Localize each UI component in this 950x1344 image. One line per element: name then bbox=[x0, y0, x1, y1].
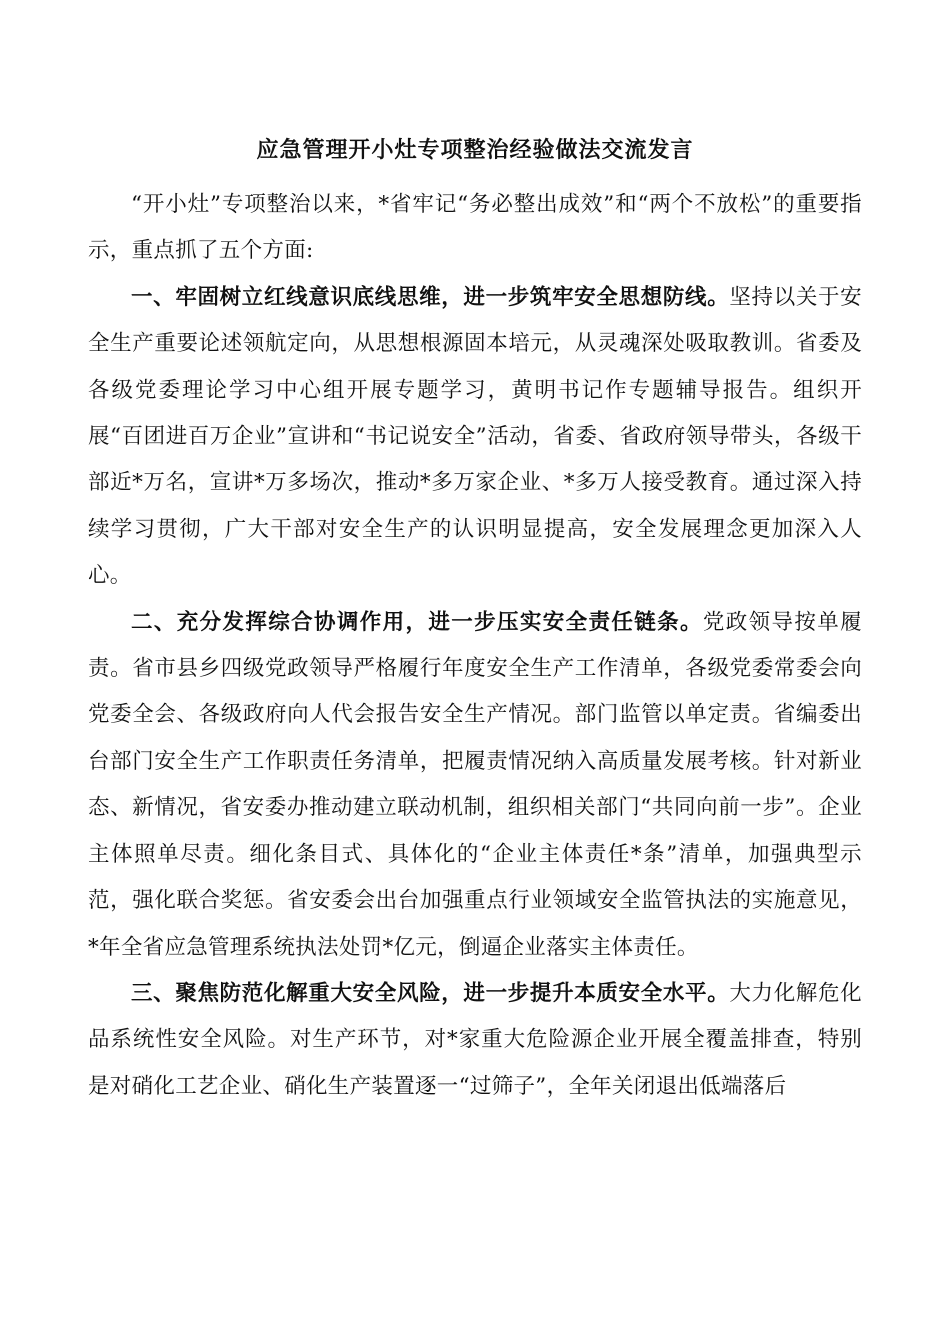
section-heading-1: 一、牢固树立红线意识底线思维，进一步筑牢安全思想防线。 bbox=[131, 284, 730, 310]
section-paragraph-2 bbox=[88, 600, 862, 971]
section-heading-2: 二、充分发挥综合协调作用，进一步压实安全责任链条。 bbox=[131, 609, 703, 635]
section-heading-3: 三、聚焦防范化解重大安全风险，进一步提升本质安全水平。 bbox=[131, 980, 730, 1006]
document-title: 应急管理开小灶专项整治经验做法交流发言 bbox=[256, 137, 694, 163]
section-paragraph-3 bbox=[88, 971, 862, 1110]
section-body-1: 坚持以关于安全生产重要论述领航定向，从思想根源固本培元，从灵魂深处吸取教训。省委及各级党委理论学习中心组开展专题学习，黄明书记作专题辅导报告。组织开展“百团进百万企业”宣讲和“书记说安全”活动，省委、省政府领导带头，各级干部近*万名，宣讲*万多场次，推动*多万家企业、*多万人接受教育。通过深入持续学习贯彻，广大干部对安全生产的认识明显提高，安全发展理念更加深入人心。 bbox=[88, 284, 862, 589]
section-paragraph-1 bbox=[88, 275, 862, 600]
intro-paragraph: “开小灶”专项整治以来，*省牢记“务必整出成效”和“两个不放松”的重要指示，重点抓了五个方面: bbox=[88, 192, 862, 264]
section-body-3: 大力化解危化品系统性安全风险。对生产环节，对*家重大危险源企业开展全覆盖排查，特别是对硝化工艺企业、硝化生产装置逐一“过筛子”，全年关闭退出低端落后 bbox=[88, 980, 862, 1099]
section-body-2: 党政领导按单履责。省市县乡四级党政领导严格履行年度安全生产工作清单，各级党委常委会向党委全会、各级政府向人代会报告安全生产情况。部门监管以单定责。省编委出台部门安全生产工作职责任务清单，把履责情况纳入高质量发展考核。针对新业态、新情况，省安委办推动建立联动机制，组织相关部门“共同向前一步”。企业主体照单尽责。细化条目式、具体化的“企业主体责任*条”清单，加强典型示范，强化联合奖惩。省安委会出台加强重点行业领域安全监管执法的实施意见，*年全省应急管理系统执法处罚*亿元，倒逼企业落实主体责任。 bbox=[88, 609, 862, 960]
document-page bbox=[88, 128, 862, 1110]
